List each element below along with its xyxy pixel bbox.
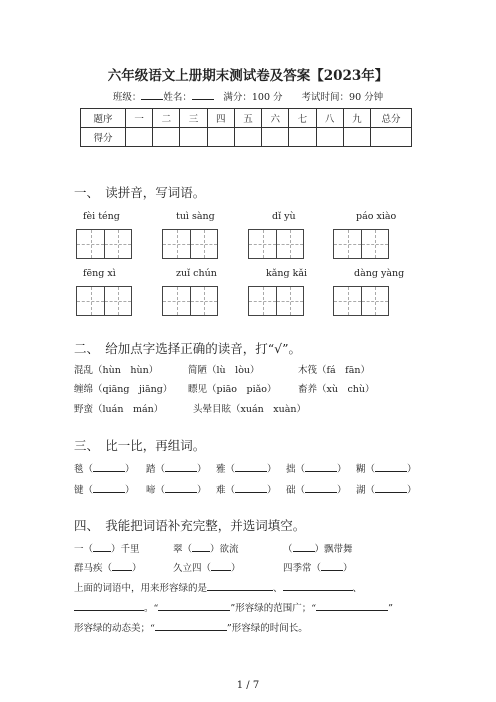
section-3-title: 三、 比一比，再组词。 xyxy=(74,438,206,453)
score-header-cell: 题序 xyxy=(81,109,126,128)
section-4-title: 四、 我能把词语补充完整，并选词填空。 xyxy=(74,518,306,533)
idiom-item: 翠（ ）欲流 xyxy=(173,544,239,555)
answer-blank[interactable] xyxy=(93,463,125,472)
class-label: 班级： xyxy=(112,92,142,103)
pronunciation-item[interactable]: 瞟见（piāo piǎo） xyxy=(188,384,277,395)
word-compare-item: 础（ ） xyxy=(286,485,347,496)
score-cell[interactable] xyxy=(343,128,370,147)
name-label: 姓名： xyxy=(163,92,192,103)
idiom-item: 四季常（ ） xyxy=(283,563,353,574)
pronunciation-item[interactable]: 混乱（hùn hùn） xyxy=(74,365,159,376)
score-cell[interactable] xyxy=(289,128,316,147)
pinyin-label: páo xiào xyxy=(356,211,397,222)
answer-blank[interactable] xyxy=(305,484,337,493)
writing-grid[interactable] xyxy=(248,286,304,316)
score-header-cell: 四 xyxy=(207,109,234,128)
writing-grid[interactable] xyxy=(76,229,132,259)
student-info-line xyxy=(0,89,496,103)
answer-blank[interactable] xyxy=(211,562,231,571)
answer-blank[interactable] xyxy=(235,463,267,472)
writing-grid[interactable] xyxy=(162,286,218,316)
pronunciation-item[interactable]: 简陋（lù lòu） xyxy=(188,365,260,376)
answer-blank[interactable] xyxy=(283,581,353,591)
pronunciation-item[interactable]: 野蛮（luán mán） xyxy=(74,404,164,415)
answer-blank[interactable] xyxy=(192,543,210,552)
answer-blank[interactable] xyxy=(158,601,230,611)
score-header-cell: 总分 xyxy=(371,109,412,128)
answer-blank[interactable] xyxy=(293,543,315,552)
word-compare-item: 拙（ ） xyxy=(286,464,347,475)
score-cell[interactable] xyxy=(262,128,289,147)
score-header-cell: 八 xyxy=(316,109,343,128)
writing-grid[interactable] xyxy=(76,286,132,316)
idiom-item: （ ）飘带舞 xyxy=(283,544,353,555)
pinyin-label: kǎng kǎi xyxy=(266,268,308,279)
pinyin-label: dǐ yù xyxy=(272,211,296,222)
score-cell[interactable] xyxy=(126,128,153,147)
score-header-cell: 七 xyxy=(289,109,316,128)
score-header-cell: 一 xyxy=(126,109,153,128)
class-blank[interactable] xyxy=(141,90,163,100)
score-row-label: 得分 xyxy=(81,128,126,147)
section-2-title: 二、 给加点字选择正确的读音，打“√”。 xyxy=(74,341,301,356)
page-number: 1 / 7 xyxy=(236,680,260,691)
score-cell[interactable] xyxy=(316,128,343,147)
pronunciation-item[interactable]: 缠绵（qiāng jiāng） xyxy=(74,384,173,395)
score-header-cell: 五 xyxy=(234,109,261,128)
full-score: 满分：100 分 xyxy=(223,92,283,103)
answer-blank[interactable] xyxy=(235,484,267,493)
exam-time: 考试时间：90 分钟 xyxy=(301,92,384,103)
answer-blank[interactable] xyxy=(321,562,343,571)
writing-grid[interactable] xyxy=(248,229,304,259)
fill-sentence-2: 。“ ”形容绿的范围广；“ ” xyxy=(74,600,393,614)
answer-blank[interactable] xyxy=(316,601,388,611)
score-header-cell: 六 xyxy=(262,109,289,128)
fill-sentence-1: 上面的词语中，用来形容绿的是 、 、 xyxy=(74,583,363,594)
answer-blank[interactable] xyxy=(207,581,273,591)
score-header-cell: 二 xyxy=(153,109,180,128)
answer-blank[interactable] xyxy=(165,463,197,472)
writing-grid[interactable] xyxy=(333,286,389,316)
writing-grid[interactable] xyxy=(333,229,389,259)
score-cell[interactable] xyxy=(371,128,412,147)
name-blank[interactable] xyxy=(192,90,214,100)
word-compare-item: 啼（ ） xyxy=(146,485,207,496)
idiom-item: 久立四（ ） xyxy=(173,563,241,574)
score-header-cell: 三 xyxy=(180,109,207,128)
pinyin-label: tuì sàng xyxy=(176,211,215,222)
score-cell[interactable] xyxy=(234,128,261,147)
word-compare-item: 雅（ ） xyxy=(216,464,277,475)
answer-blank[interactable] xyxy=(93,484,125,493)
answer-blank[interactable] xyxy=(305,463,337,472)
answer-blank[interactable] xyxy=(93,543,111,552)
pronunciation-item[interactable]: 畜养（xù chù） xyxy=(298,384,375,395)
pinyin-label: fèi téng xyxy=(83,211,120,222)
word-compare-item: 难（ ） xyxy=(216,485,277,496)
word-compare-item: 糊（ ） xyxy=(356,464,417,475)
writing-grid[interactable] xyxy=(162,229,218,259)
score-table-row xyxy=(81,128,412,147)
pinyin-label: dàng yàng xyxy=(354,268,405,279)
score-cell[interactable] xyxy=(153,128,180,147)
pinyin-label: zuǐ chún xyxy=(176,268,217,279)
pinyin-label: fēng xì xyxy=(83,268,116,279)
idiom-item: 一（ ）千里 xyxy=(74,544,140,555)
score-table-header xyxy=(81,109,412,128)
score-table xyxy=(80,108,412,147)
fill-sentence-3: 形容绿的动态美；“ ”形容绿的时间长。 xyxy=(74,623,308,634)
answer-blank[interactable] xyxy=(165,484,197,493)
section-1-title: 一、 读拼音，写词语。 xyxy=(74,185,206,200)
answer-blank[interactable] xyxy=(155,621,227,631)
word-compare-item: 键（ ） xyxy=(74,485,135,496)
pronunciation-item[interactable]: 头晕目眩（xuán xuàn） xyxy=(193,404,307,415)
pronunciation-item[interactable]: 木筏（fá fān） xyxy=(298,365,370,376)
answer-blank[interactable] xyxy=(112,562,132,571)
answer-blank[interactable] xyxy=(375,484,407,493)
word-compare-item: 湖（ ） xyxy=(356,485,417,496)
score-cell[interactable] xyxy=(207,128,234,147)
answer-blank[interactable] xyxy=(375,463,407,472)
answer-blank[interactable] xyxy=(74,601,144,611)
word-compare-item: 毯（ ） xyxy=(74,464,135,475)
word-compare-item: 踏（ ） xyxy=(146,464,207,475)
score-header-cell: 九 xyxy=(343,109,370,128)
score-cell[interactable] xyxy=(180,128,207,147)
idiom-item: 群马疾（ ） xyxy=(74,563,142,574)
page-title: 六年级语文上册期末测试卷及答案【2023年】 xyxy=(107,68,389,84)
